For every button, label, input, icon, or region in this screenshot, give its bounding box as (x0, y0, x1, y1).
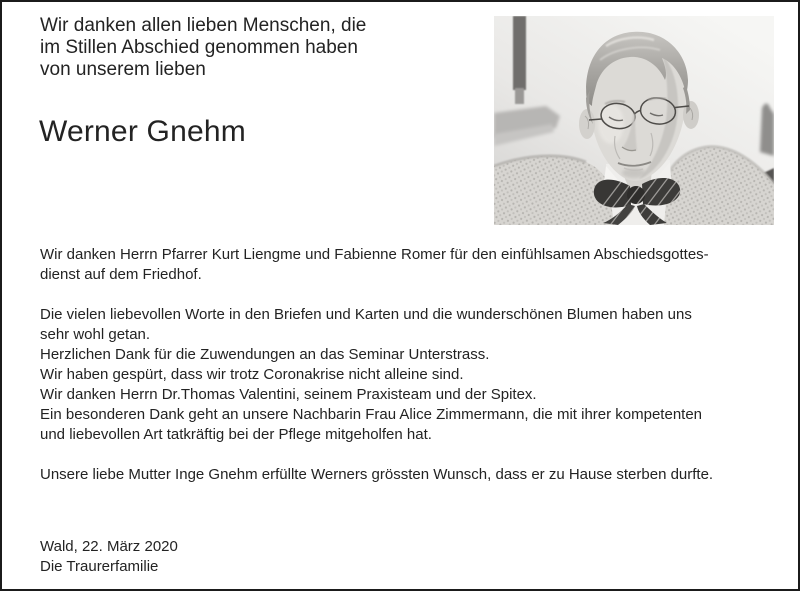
body-line: Wir danken Herrn Pfarrer Kurt Liengme und Fabienne Romer für den einfühlsamen Abschiedsgottes- (40, 246, 709, 263)
body-line: dienst auf dem Friedhof. (40, 266, 202, 283)
intro-line: im Stillen Abschied genommen haben (40, 37, 358, 58)
place-date: Wald, 22. März 2020 (40, 538, 178, 555)
footer (40, 537, 178, 577)
body-line: Ein besonderen Dank geht an unsere Nachbarin Frau Alice Zimmermann, die mit ihrer kompetenten (40, 406, 703, 423)
body-text (40, 245, 713, 485)
intro-line: von unserem lieben (40, 59, 206, 80)
deceased-name: Werner Gnehm (39, 115, 246, 148)
intro-text (40, 15, 366, 81)
portrait-photo-svg (494, 16, 774, 225)
body-line: Herzlichen Dank für die Zuwendungen an das Seminar Unterstrass. (40, 346, 490, 363)
body-line: und liebevollen Art tatkräftig bei der Pflege mitgeholfen hat. (40, 426, 432, 443)
portrait-photo (494, 16, 774, 225)
intro-line: Wir danken allen lieben Menschen, die (40, 15, 367, 36)
body-line: Wir haben gespürt, dass wir trotz Coronakrise nicht alleine sind. (40, 366, 464, 383)
body-line: sehr wohl getan. (40, 326, 151, 343)
body-line: Wir danken Herrn Dr.Thomas Valentini, seinem Praxisteam und der Spitex. (40, 386, 537, 403)
signature: Die Traurerfamilie (40, 558, 159, 575)
body-line: Die vielen liebevollen Worte in den Briefen und Karten und die wunderschönen Blumen haben uns (40, 306, 692, 323)
body-line-spacer (40, 445, 713, 465)
body-line-spacer (40, 285, 713, 305)
body-line: Unsere liebe Mutter Inge Gnehm erfüllte Werners grössten Wunsch, dass er zu Hause sterben durfte. (40, 466, 714, 483)
